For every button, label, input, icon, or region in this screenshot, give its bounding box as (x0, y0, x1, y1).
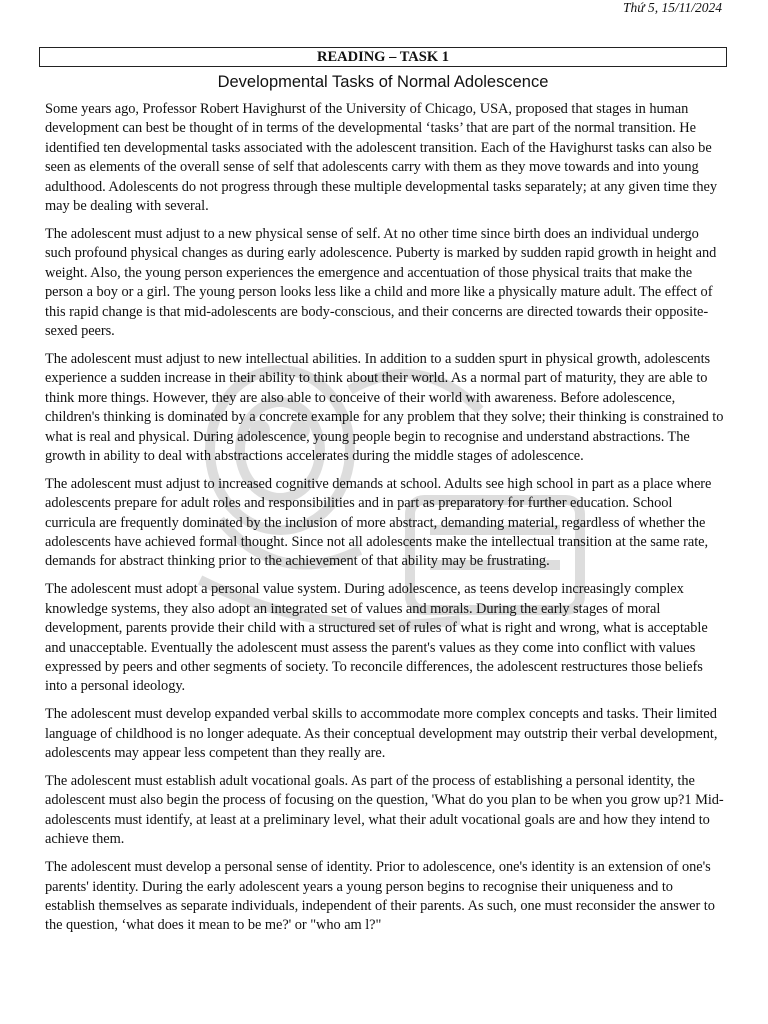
paragraph-4: The adolescent must adjust to increased cognitive demands at school. Adults see high school in part as a place where adolescents prepare for adult roles and responsibilities and in part as preparatory for further education. School curricula are frequently dominated by the inclusion of more abstract, demanding material, regardless of whether the adolescents have achieved formal thought. Since not all adolescents make the intellectual transition at the same rate, demands for abstract thinking prior to the achievement of that ability may be frustrating. (45, 475, 712, 570)
reading-passage (45, 100, 725, 944)
header-date: Thứ 5, 15/11/2024 (623, 0, 722, 15)
paragraph-6: The adolescent must develop expanded verbal skills to accommodate more complex concepts and tasks. Their limited language of childhood is no longer adequate. As their conceptual development may outstrip their verbal development, adolescents may appear less competent than they really are. (45, 706, 718, 762)
paragraph-2: The adolescent must adjust to a new physical sense of self. At no other time since birth does an individual undergo such profound physical changes as during early adolescence. Puberty is marked by sudden rapid growth in height and weight. Also, the young person experiences the emergence and accentuation of those physical traits that make the person a boy or a girl. The young person looks less like a child and more like a physically mature adult. The effect of this rapid change is that mid-adolescents are body-conscious, and their concerns are directed towards their opposite-sexed peers. (45, 225, 717, 339)
document-title: Developmental Tasks of Normal Adolescence (217, 73, 549, 91)
paragraph-7: The adolescent must establish adult vocational goals. As part of the process of establishing a personal identity, the adolescent must also begin the process of focusing on the question, 'What do you plan to be when you grow up?1 Mid-adolescents must identify, at least at a preliminary level, what their adult vocational goals are and how they intend to achieve them. (45, 773, 724, 848)
task-label-box: READING – TASK 1 (39, 47, 727, 67)
paragraph-3: The adolescent must adjust to new intellectual abilities. In addition to a sudden spurt in physical growth, adolescents experience a sudden increase in their ability to think about their world. As a normal part of maturity, they are able to think more things. However, they are also able to conceive of their world with awareness. Before adolescence, children's thinking is dominated by a concrete example for any problem that they solve; their thinking is constrained to what is real and physical. During adolescence, young people begin to recognise and understand abstractions. The growth in ability to deal with abstractions accelerates during the middle stages of adolescence. (45, 350, 724, 464)
paragraph-8: The adolescent must develop a personal sense of identity. Prior to adolescence, one's identity is an extension of one's parents' identity. During the early adolescent years a young person begins to recognise their uniqueness and to establish themselves as separate individuals, independent of their parents. As such, one must reconsider the answer to the question, ‘what does it mean to be me?' or "who am l?" (45, 859, 715, 934)
paragraph-5: The adolescent must adopt a personal value system. During adolescence, as teens develop increasingly complex knowledge systems, they also adopt an integrated set of values and morals. During the early stages of moral development, parents provide their child with a structured set of rules of what is right and wrong, what is acceptable and unacceptable. Eventually the adolescent must assess the parent's values as they come into conflict with values expressed by peers and other segments of society. To reconcile differences, the adolescent restructures those beliefs into a personal ideology. (45, 581, 708, 695)
paragraph-1: Some years ago, Professor Robert Havighurst of the University of Chicago, USA, proposed that stages in human development can best be thought of in terms of the developmental ‘tasks’ that are part of the normal transition. He identified ten developmental tasks associated with the adolescent transition. Each of the Havighurst tasks can also be seen as elements of the overall sense of self that adolescents carry with them as they move towards and into young adulthood. Adolescents do not progress through these multiple developmental tasks separately; at any given time they may be dealing with several. (45, 101, 718, 215)
